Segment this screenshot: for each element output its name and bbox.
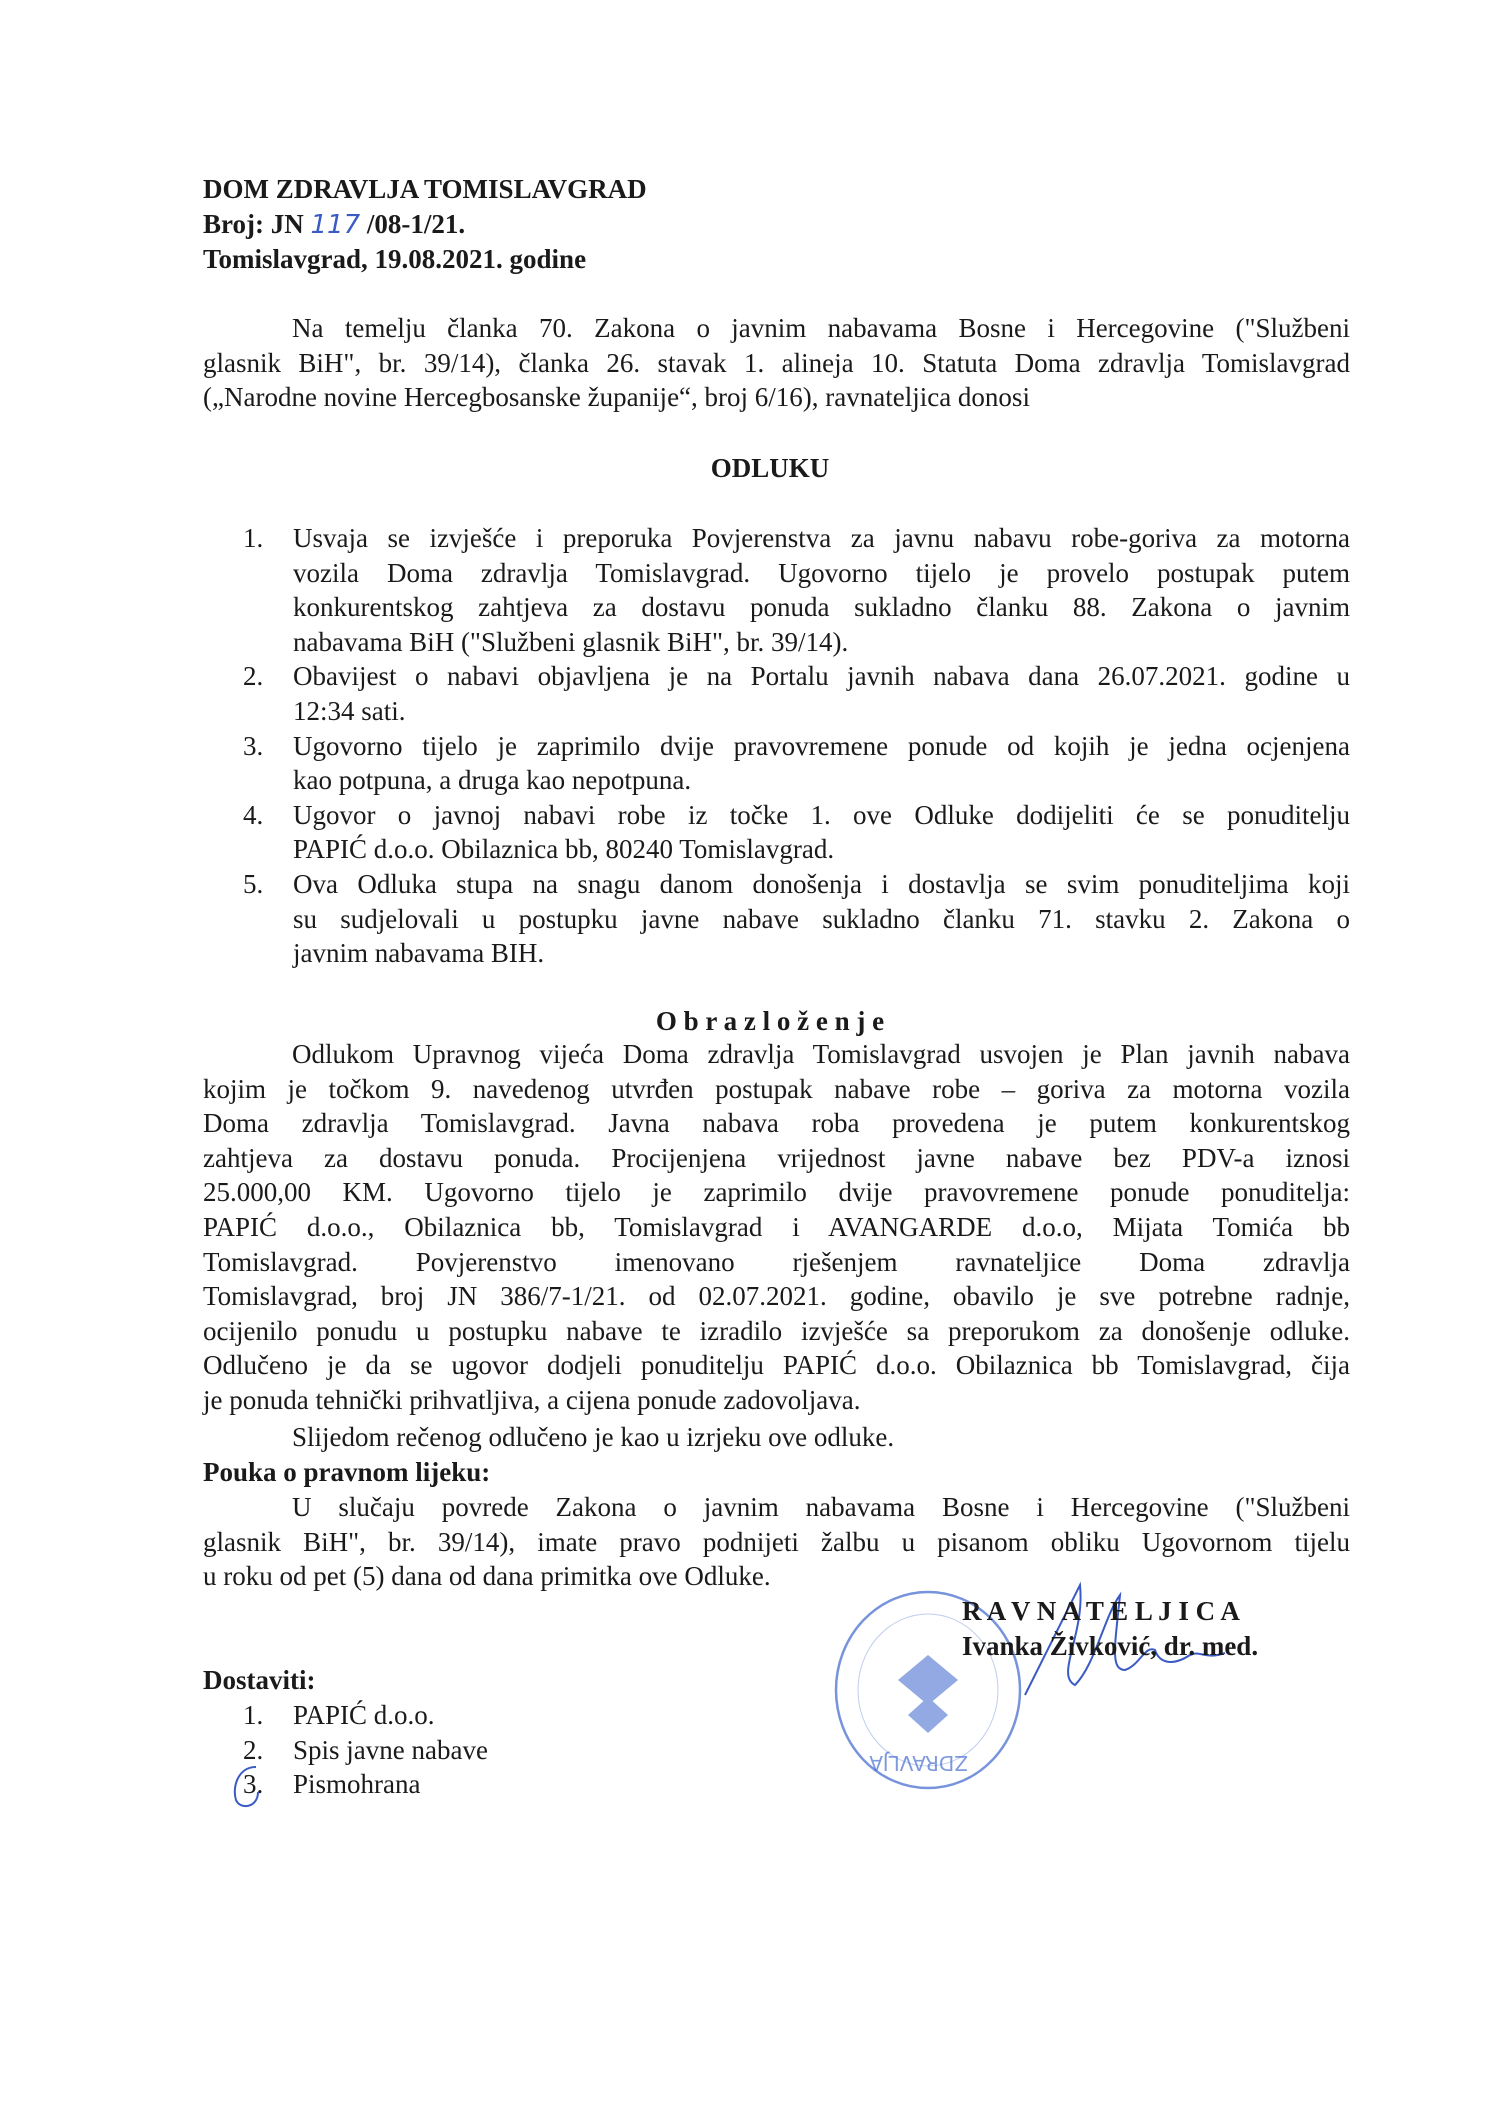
- text-line: PAPIĆ d.o.o., Obilaznica bb, Tomislavgrad i AVANGARDE d.o.o, Mijata Tomića bb: [203, 1211, 1350, 1242]
- text-line: Tomislavgrad, broj JN 386/7-1/21. od 02.07.2021. godine, obavilo je sve potrebne radnje,: [203, 1281, 1350, 1312]
- text-line: su sudjelovali u postupku javne nabave sukladno članku 71. stavku 2. Zakona o: [293, 903, 1350, 934]
- text-line: Ugovorno tijelo je zaprimilo dvije pravovremene ponude od kojih je jedna ocjenjena: [293, 730, 1350, 761]
- decision-items: [203, 521, 1350, 971]
- remedy-title: Pouka o pravnom lijeku:: [203, 1457, 491, 1487]
- decision-item: [203, 521, 1350, 659]
- text-line: Tomislavgrad. Povjerenstvo imenovano rješenjem ravnateljice Doma zdravlja: [203, 1246, 1350, 1277]
- text-line: ocijenilo ponudu u postupku nabave te izradilo izvješće sa preporukom za donošenje odluke.: [203, 1315, 1350, 1346]
- reasoning-title: O b r a z l o ž e n j e: [655, 1006, 885, 1036]
- signatory-block: [962, 1594, 1258, 1663]
- text-line: 12:34 sati.: [293, 695, 406, 726]
- text-line: Obavijest o nabavi objavljena je na Portalu javnih nabava dana 26.07.2021. godine u: [293, 661, 1350, 692]
- preamble: [203, 311, 1350, 415]
- item-number: 3.: [243, 730, 264, 761]
- text-line: glasnik BiH", br. 39/14), članka 26. stavak 1. alineja 10. Statuta Doma zdravlja Tomislavgrad: [203, 347, 1350, 378]
- text-line: Odlučeno je da se ugovor dodjeli ponuditelju PAPIĆ d.o.o. Obilaznica bb Tomislavgrad, čija: [203, 1350, 1350, 1381]
- text-line: Usvaja se izvješće i preporuka Povjerenstva za javnu nabavu robe-goriva za motorna: [293, 523, 1350, 553]
- decision-item: [203, 867, 1350, 971]
- text-line: javnim nabavama BIH.: [293, 938, 545, 969]
- text-line: kojim je točkom 9. navedenog utvrđen postupak nabave robe – goriva za motorna vozila: [203, 1073, 1350, 1104]
- item-number: 2.: [243, 661, 264, 692]
- text-line: U slučaju povrede Zakona o javnim nabavama Bosne i Hercegovine ("Službeni: [292, 1492, 1350, 1522]
- text-line: 25.000,00 KM. Ugovorno tijelo je zaprimilo dvije pravovremene ponude ponuditelja:: [203, 1177, 1350, 1208]
- delivery-label: Pismohrana: [293, 1769, 421, 1800]
- signatory-name: Ivanka Živković, dr. med.: [962, 1630, 1259, 1661]
- conclusion: Slijedom rečenog odlučeno je kao u izrjeku ove odluke.: [292, 1422, 895, 1452]
- item-number: 1.: [243, 523, 264, 553]
- text-line: konkurentskog zahtjeva za dostavu ponuda sukladno članku 88. Zakona o javnim: [293, 592, 1350, 623]
- item-number: 2.: [243, 1734, 264, 1765]
- document-number: [203, 207, 647, 243]
- text-line: Odlukom Upravnog vijeća Doma zdravlja Tomislavgrad usvojen je Plan javnih nabava: [292, 1039, 1350, 1069]
- decision-item: [203, 729, 1350, 798]
- text-line: Ugovor o javnoj nabavi robe iz točke 1. ove Odluke dodijeliti će se ponuditelju: [293, 799, 1350, 830]
- delivery-label: PAPIĆ d.o.o.: [293, 1700, 435, 1730]
- signatory-title: R A V N A T E L J I C A: [962, 1596, 1240, 1626]
- item-number: 5.: [243, 868, 264, 899]
- text-line: zahtjeva za dostavu ponuda. Procijenjena vrijednost javne nabave bez PDV-a iznosi: [203, 1142, 1350, 1173]
- text-line: nabavama BiH ("Službeni glasnik BiH", br. 39/14).: [293, 626, 849, 657]
- text-line: kao potpuna, a druga kao nepotpuna.: [293, 765, 692, 796]
- decision-item: [203, 659, 1350, 728]
- text-line: Ova Odluka stupa na snagu danom donošenja i dostavlja se svim ponuditeljima koji: [293, 868, 1350, 899]
- text-line: Doma zdravlja Tomislavgrad. Javna nabava roba provedena je putem konkurentskog: [203, 1108, 1350, 1139]
- handwritten-circle-mark: [228, 1762, 268, 1812]
- number-prefix: Broj: JN: [203, 208, 304, 239]
- text-line: glasnik BiH", br. 39/14), imate pravo podnijeti žalbu u pisanom obliku Ugovornom tijelu: [203, 1526, 1350, 1557]
- place-date: Tomislavgrad, 19.08.2021. godine: [203, 244, 587, 275]
- text-line: („Narodne novine Hercegbosanske županije“, broj 6/16), ravnateljica donosi: [203, 382, 1030, 413]
- decision-title: ODLUKU: [710, 453, 830, 483]
- item-number: 4.: [243, 799, 264, 830]
- handwritten-number: 117: [310, 209, 361, 240]
- delivery-title: Dostaviti:: [203, 1665, 316, 1695]
- item-number: 1.: [243, 1700, 264, 1730]
- decision-item: [203, 798, 1350, 867]
- text-line: je ponuda tehnički prihvatljiva, a cijena ponude zadovoljava.: [203, 1384, 861, 1415]
- delivery-item: [203, 1698, 488, 1733]
- text-line: Na temelju članka 70. Zakona o javnim nabavama Bosne i Hercegovine ("Službeni: [292, 313, 1350, 343]
- svg-text:ZDRAVLJA: ZDRAVLJA: [869, 1751, 968, 1775]
- letterhead: [203, 172, 647, 277]
- text-line: PAPIĆ d.o.o. Obilaznica bb, 80240 Tomislavgrad.: [293, 834, 835, 865]
- text-line: vozila Doma zdravlja Tomislavgrad. Ugovorno tijelo je provelo postupak putem: [293, 557, 1350, 588]
- institution-name: DOM ZDRAVLJA TOMISLAVGRAD: [203, 174, 647, 204]
- reasoning: [203, 1037, 1350, 1418]
- text-line: u roku od pet (5) dana od dana primitka ove Odluke.: [203, 1561, 771, 1592]
- number-suffix: /08-1/21.: [366, 208, 466, 239]
- item-number: 3.: [243, 1769, 264, 1800]
- delivery-label: Spis javne nabave: [293, 1734, 488, 1765]
